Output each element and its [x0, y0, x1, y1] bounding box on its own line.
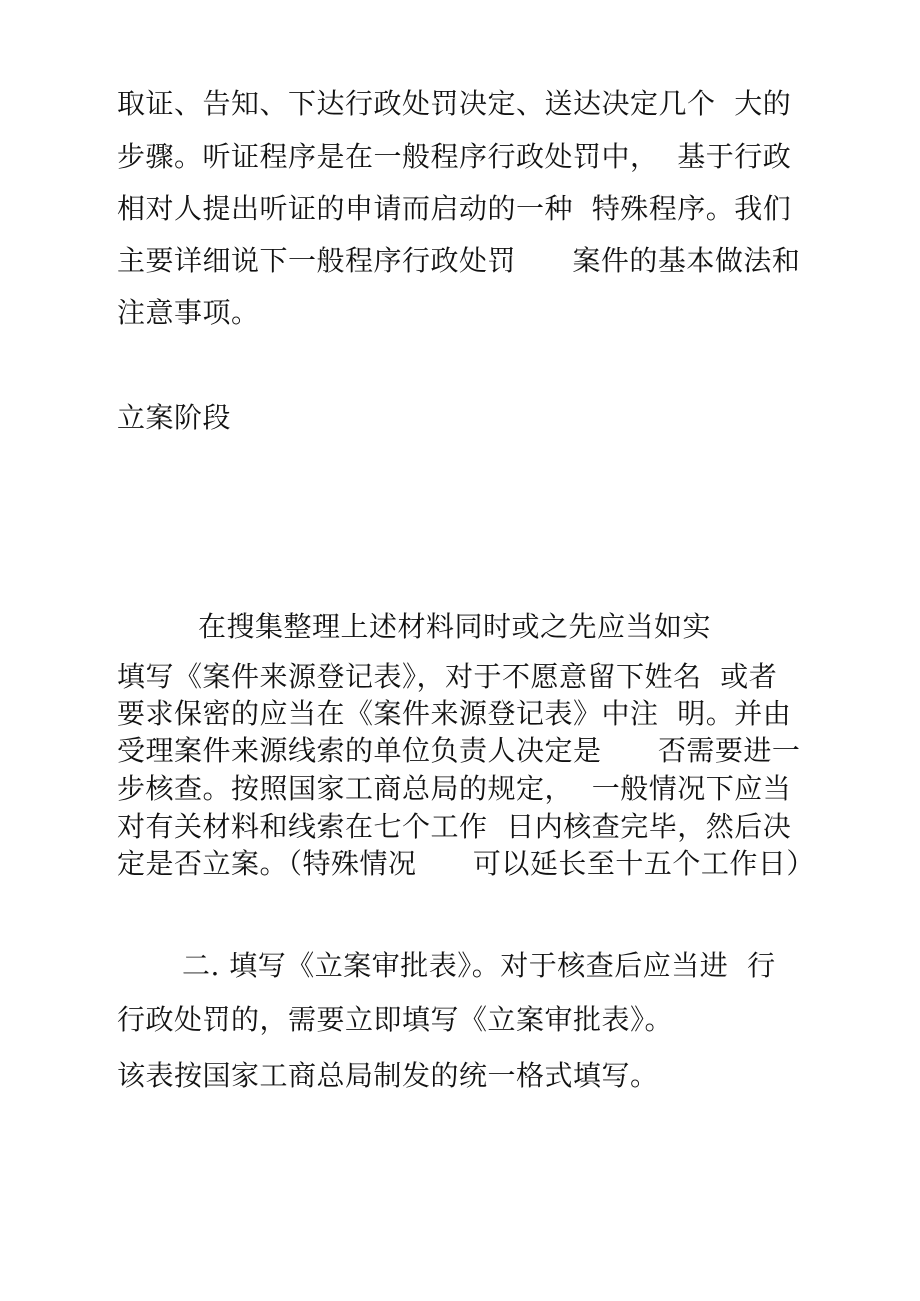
paragraph2-line-7: 定是否立案。（特殊情况 可以延长至十五个工作日）	[117, 847, 815, 880]
paragraph1-line-1: 取证、告知、下达行政处罚决定、送达决定几个 大的	[117, 87, 792, 120]
section-heading: 立案阶段	[117, 401, 232, 434]
paragraph3-line-3: 该表按国家工商总局制发的统一格式填写。	[117, 1059, 659, 1092]
paragraph2-line-3: 要求保密的应当在《案件来源登记表》中注 明。并由	[117, 697, 792, 730]
paragraph2-line-4: 受理案件来源线索的单位负责人决定是 否需要进一	[117, 734, 801, 767]
paragraph3-line-2: 行政处罚的，需要立即填写《立案审批表》。	[117, 1003, 674, 1036]
paragraph2-line-2: 填写《案件来源登记表》，对于不愿意留下姓名 或者	[117, 660, 778, 693]
paragraph1-line-2: 步骤。听证程序是在一般程序行政处罚中， 基于行政	[117, 140, 792, 173]
paragraph1-line-5: 注意事项。	[117, 296, 260, 329]
paragraph2-line-1: 在搜集整理上述材料同时或之先应当如实	[198, 610, 712, 643]
paragraph1-line-4: 主要详细说下一般程序行政处罚 案件的基本做法和	[117, 244, 801, 277]
paragraph2-line-5: 步核查。按照国家工商总局的规定， 一般情况下应当	[117, 772, 792, 805]
paragraph1-line-3: 相对人提出听证的申请而启动的一种 特殊程序。我们	[117, 192, 792, 225]
paragraph2-line-6: 对有关材料和线索在七个工作 日内核查完毕，然后决	[117, 810, 792, 843]
paragraph3-line-1: 二. 填写《立案审批表》。对于核查后应当进 行	[182, 949, 776, 982]
